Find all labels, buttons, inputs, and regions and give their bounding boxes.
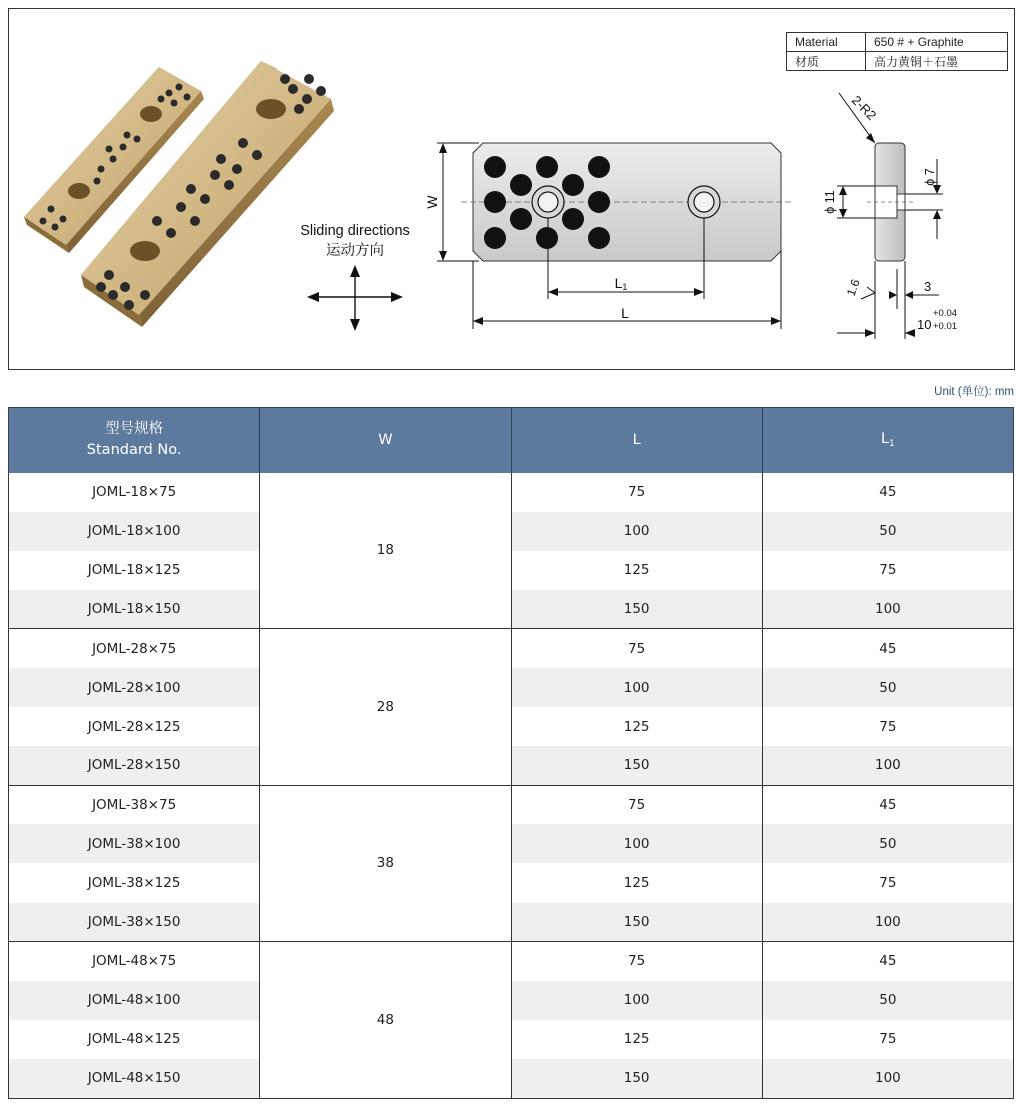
cell-l1: 50 [762,981,1013,1020]
sliding-arrows-icon [307,265,403,331]
cell-w: 28 [260,629,511,785]
material-key: 材质 [787,52,866,71]
table-row [9,512,1014,551]
unit-note: Unit (单位): mm [934,386,1014,398]
table-row [9,707,1014,746]
table-row [9,590,1014,629]
header-model-cn: 型号规格 [105,421,164,438]
side-view [867,143,914,261]
cell-l: 100 [511,668,762,707]
dim-label-phi11: ϕ 11 [823,190,837,214]
cell-l: 75 [511,942,762,981]
material-value: 650 # + Graphite [866,33,1008,52]
cell-w: 48 [260,942,511,1098]
cell-model: JOML-48×75 [9,942,260,981]
cell-model: JOML-48×150 [9,1059,260,1098]
header-l: L [511,408,762,473]
header-standard-no [9,408,260,473]
dim-label-phi7: ϕ 7 [923,168,937,186]
cell-l1: 100 [762,1059,1013,1098]
table-header-row [9,408,1014,473]
cell-model: JOML-38×150 [9,903,260,942]
spec-table [8,407,1014,1099]
cell-l: 150 [511,1059,762,1098]
dim-label-2r2: 2-R2 [848,92,880,124]
cell-w: 38 [260,785,511,941]
cell-l: 150 [511,590,762,629]
cell-l: 125 [511,707,762,746]
cell-w: 18 [260,473,511,629]
cell-l1: 50 [762,512,1013,551]
table-row [9,668,1014,707]
cell-l1: 100 [762,746,1013,785]
table-row [9,473,1014,512]
table-row [9,863,1014,902]
cell-l: 150 [511,903,762,942]
table-row [9,942,1014,981]
header-model-en: Standard No. [86,442,182,459]
cell-l1: 100 [762,590,1013,629]
cell-l1: 75 [762,707,1013,746]
cell-l1: 45 [762,629,1013,668]
cell-model: JOML-28×100 [9,668,260,707]
sliding-directions-en: Sliding directions [300,223,410,239]
table-row [9,629,1014,668]
cell-l: 150 [511,746,762,785]
table-row [9,1059,1014,1098]
table-row [9,785,1014,824]
cell-model: JOML-28×75 [9,629,260,668]
cell-l: 100 [511,512,762,551]
cell-l1: 75 [762,551,1013,590]
cell-l1: 100 [762,903,1013,942]
cell-l: 100 [511,824,762,863]
table-row [9,746,1014,785]
cell-model: JOML-18×75 [9,473,260,512]
cell-model: JOML-28×125 [9,707,260,746]
table-row [9,551,1014,590]
table-row [9,824,1014,863]
cell-l: 125 [511,1020,762,1059]
material-row [787,33,1008,52]
cell-model: JOML-48×100 [9,981,260,1020]
cell-l: 125 [511,863,762,902]
sliding-directions-cn: 运动方向 [326,243,384,259]
cell-l1: 50 [762,824,1013,863]
table-body [9,473,1014,1099]
header-l1: $L_1$ [762,408,1013,473]
cell-model: JOML-18×150 [9,590,260,629]
dim-label-w: W [424,195,440,209]
material-key: Material [787,33,866,52]
cell-model: JOML-38×125 [9,863,260,902]
cell-l: 75 [511,629,762,668]
table-row [9,1020,1014,1059]
dim-tolerance-upper: +0.04 [933,308,958,319]
cell-l1: 75 [762,863,1013,902]
cell-l1: 50 [762,668,1013,707]
cell-l1: 45 [762,942,1013,981]
material-row [787,52,1008,71]
cell-l: 100 [511,981,762,1020]
product-figure [8,8,1015,370]
dim-tolerance-lower: +0.01 [933,321,958,332]
dim-label-1-6: 1.6 [843,277,863,298]
dim-label-l1: L1 [614,275,628,292]
cell-model: JOML-18×125 [9,551,260,590]
cell-model: JOML-38×100 [9,824,260,863]
material-value: 高力黄铜＋石墨 [866,52,1008,71]
header-w: W [260,408,511,473]
dim-label-3: 3 [924,279,932,294]
table-row [9,903,1014,942]
dim-label-l: L [621,305,629,321]
cell-model: JOML-28×150 [9,746,260,785]
cell-l1: 45 [762,473,1013,512]
cell-l: 75 [511,785,762,824]
cell-l: 125 [511,551,762,590]
cell-l: 75 [511,473,762,512]
cell-l1: 75 [762,1020,1013,1059]
cell-model: JOML-38×75 [9,785,260,824]
dim-label-10: 10 [917,317,932,332]
material-table [786,32,1008,71]
front-view-plate [461,143,794,261]
cell-l1: 45 [762,785,1013,824]
cell-model: JOML-48×125 [9,1020,260,1059]
cell-model: JOML-18×100 [9,512,260,551]
table-row [9,981,1014,1020]
